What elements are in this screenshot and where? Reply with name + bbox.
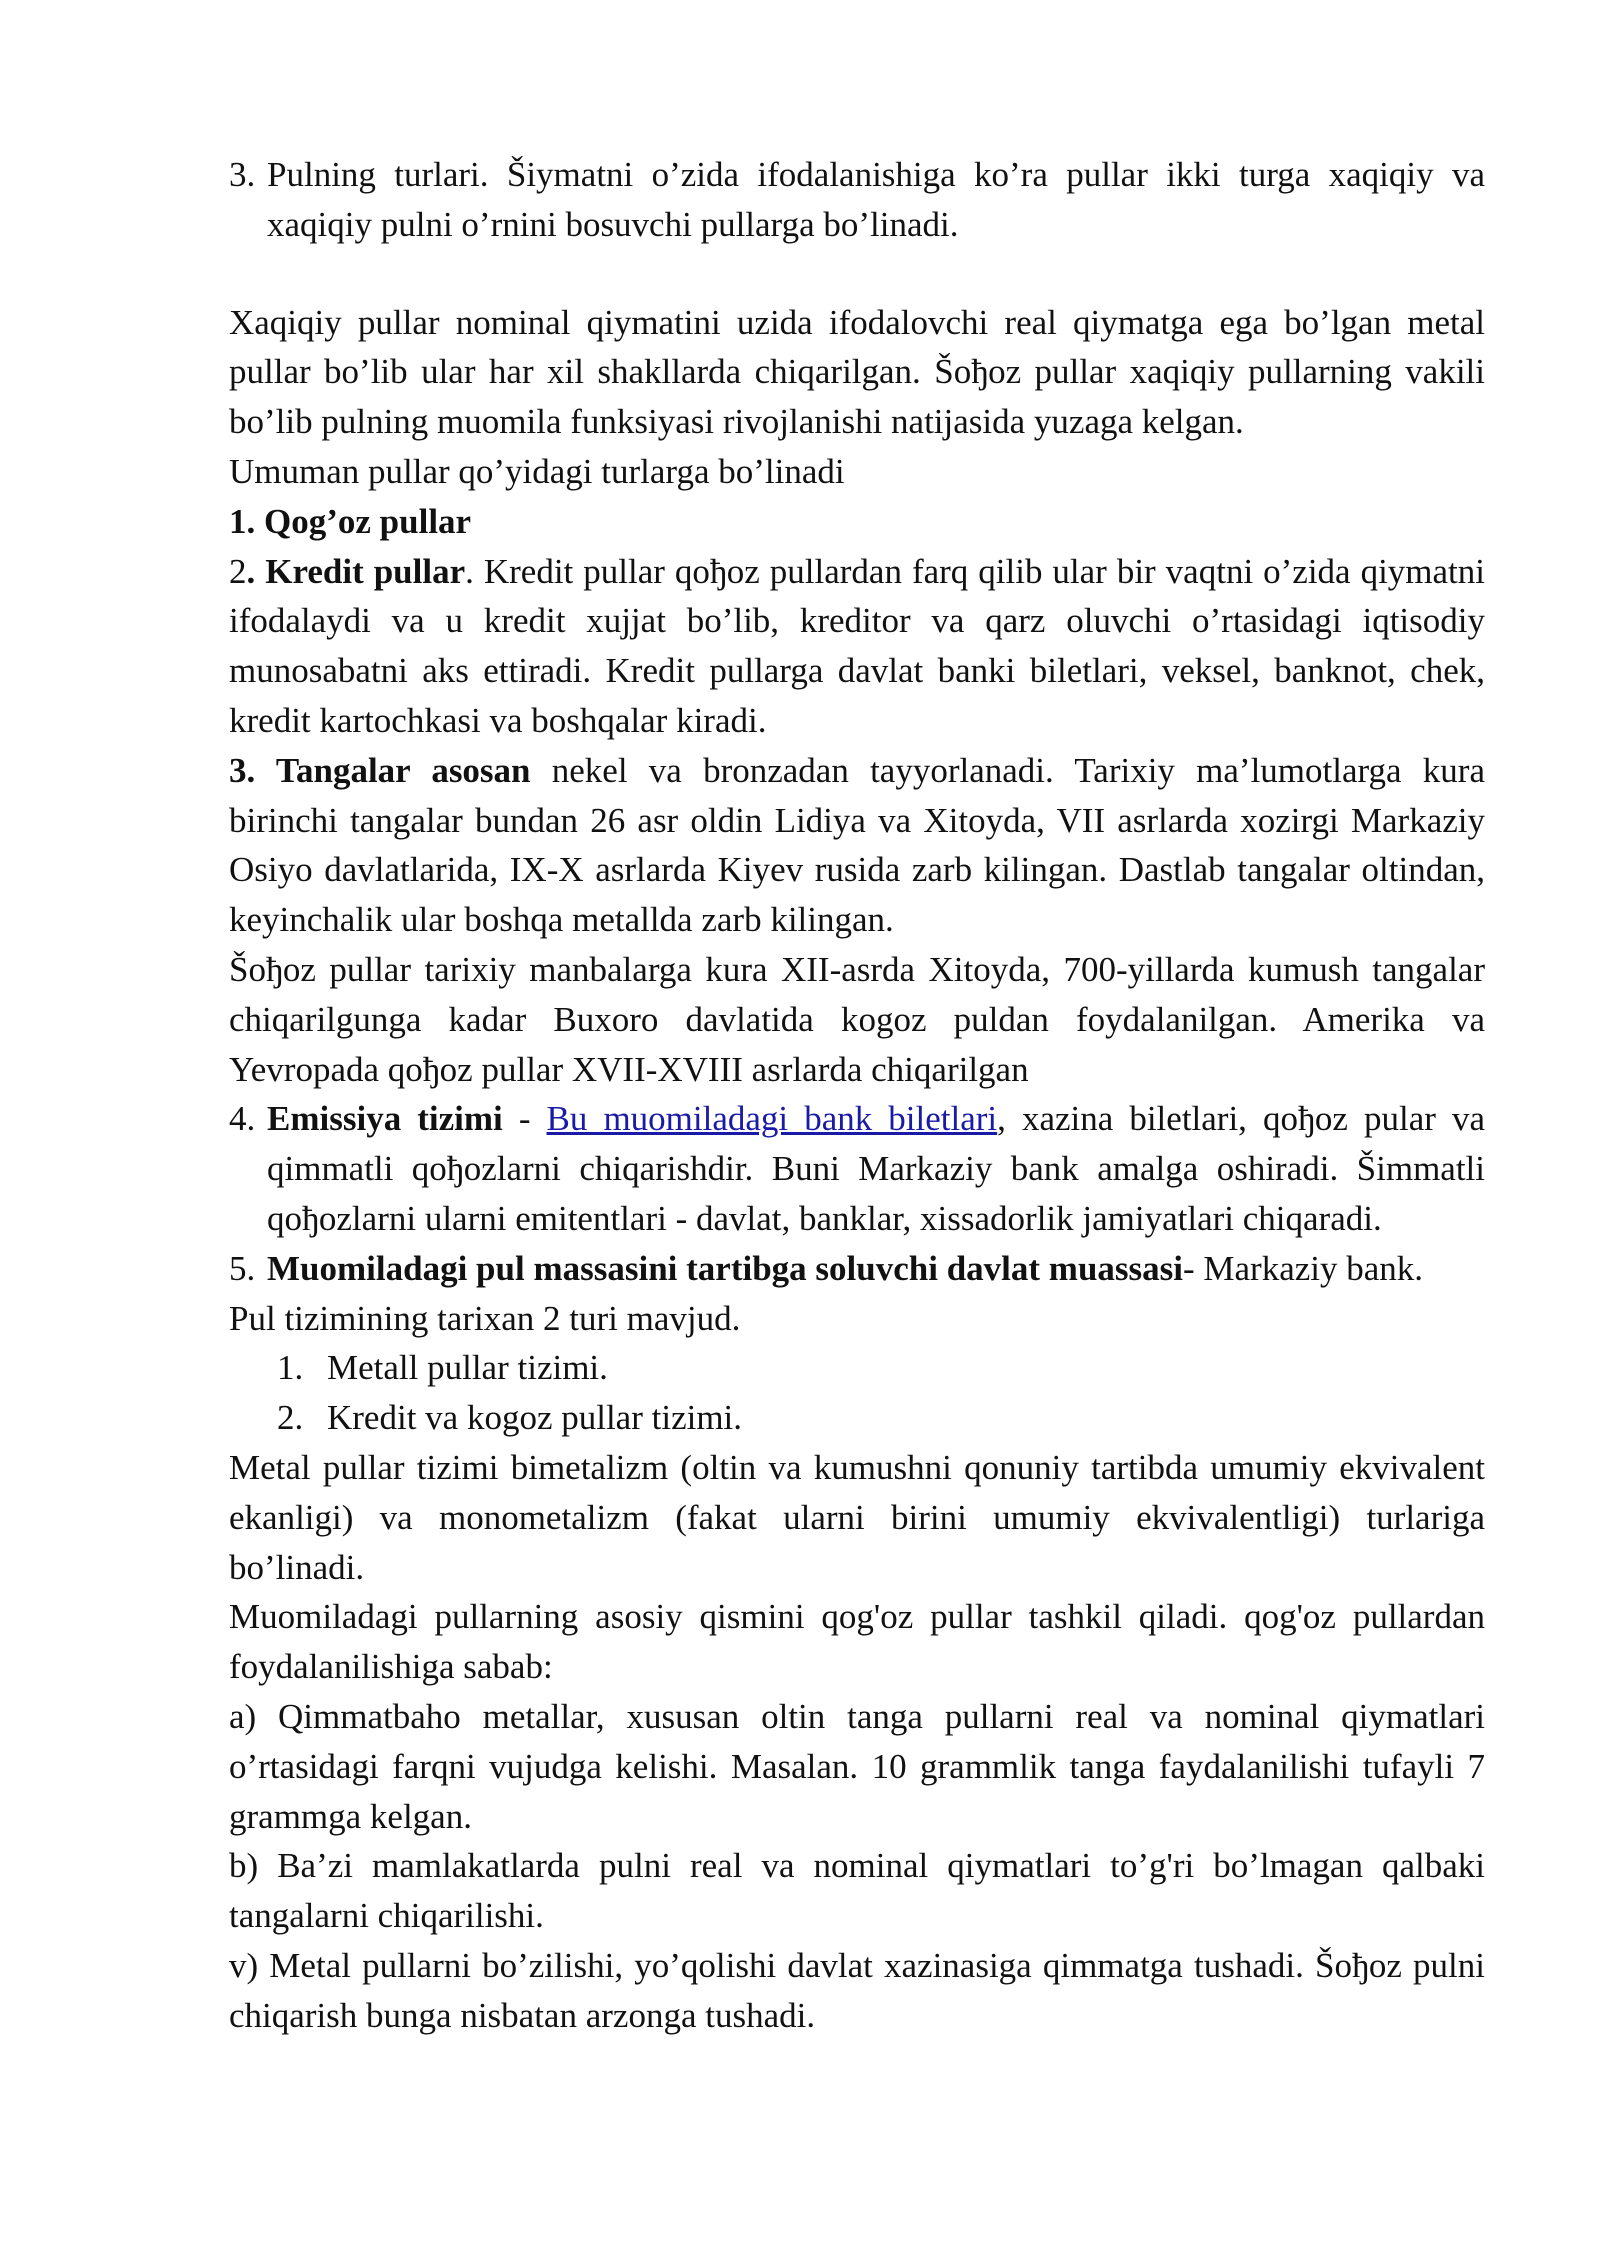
credit-bold-title: . Kredit pullar <box>246 551 466 591</box>
list-item-text: Pulning turlari. Šiymatni o’zida ifodalanishiga ko’ra pullar ikki turga xaqiqiy va xaqiqiy pulni o’rnini bosuvchi pullarga bo’linadi. <box>267 155 1485 244</box>
emission-dash: - <box>502 1099 547 1139</box>
paragraph-gap <box>229 250 1485 298</box>
list-number: 4. <box>229 1099 256 1139</box>
paragraph-two-types: Pul tizimining tarixan 2 turi mavjud. <box>229 1298 741 1338</box>
paragraph-coins <box>229 746 1485 945</box>
paragraph-paper-share: Muomiladagi pullarning asosiy qismini qog'oz pullar tashkil qiladi. qog'oz pullardan foydalanilishiga sabab: <box>229 1597 1485 1687</box>
list-number: 5. <box>229 1248 256 1288</box>
credit-text: . Kredit pullar qoђoz pullardan farq qilib ular bir vaqtni o’zida qiymatni ifodalaydi va u kredit xujjat bo’lib, kreditor va qarz oluvchi o’rtasidagi iqtisodiy munosabatni aks ettiradi. Kredit pullarga davlat banki biletlari, veksel, banknot, chek, kredit kartochkasi va boshqalar kiradi. <box>229 551 1486 740</box>
list-number: 3. <box>229 155 256 194</box>
list-item-5-institution <box>229 1244 1485 1294</box>
coins-bold-title: 3. Tangalar asosan <box>229 750 531 790</box>
emission-link[interactable]: Bu muomiladagi bank biletlari <box>546 1099 998 1139</box>
emission-text: , xazina biletlari, qoђoz pular va qimmatli qoђozlarni chiqarishdir. Buni Markaziy bank amalga oshiradi. Šimmatli qoђozlarni ularni emitentlari - davlat, banklar, xissadorlik jamiyatlari chiqaradi. <box>267 1099 1485 1238</box>
paragraph-paper-history: Šoђoz pullar tarixiy manbalarga kura XII-asrda Xitoyda, 700-yillarda kumush tangalar chiqarilgunga kadar Buxoro davlatida kogoz puldan foydalanilgan. Amerika va Yevropada qoђoz pullar XVII-XVIII asrlarda chiqarilgan <box>229 949 1485 1089</box>
sub-list-number: 1. <box>277 1348 304 1388</box>
paragraph-divided: Umuman pullar qo’yidagi turlarga bo’linadi <box>229 451 845 491</box>
paragraph-reason-b: b) Ba’zi mamlakatlarda pulni real va nominal qiymatlari to’g'ri bo’lmagan qalbaki tangalarni chiqarilishi. <box>229 1846 1485 1936</box>
institution-text: - Markaziy bank. <box>1183 1248 1424 1288</box>
emission-bold-title: Emissiya tizimi <box>267 1099 503 1139</box>
paragraph-reason-a: a) Qimmatbaho metallar, xususan oltin tanga pullarni real va nominal qiymatlari o’rtasidagi farqni vujudga kelishi. Masalan. 10 grammlik tanga faydalanilishi tufayli 7 grammga kelgan. <box>229 1696 1485 1836</box>
list-item-3-types <box>229 150 1485 250</box>
paragraph-real-money: Xaqiqiy pullar nominal qiymatini uzida ifodalovchi real qiymatga ega bo’lgan metal pullar bo’lib ular har xil shakllarda chiqarilgan. Šoђoz pullar xaqiqiy pullarning vakili bo’lib pulning muomila funksiyasi rivojlanishi natijasida yuzaga kelgan. <box>229 302 1485 442</box>
heading-paper-money <box>229 497 1485 547</box>
sub-list-item <box>229 1393 1485 1443</box>
sub-list-item <box>229 1343 1485 1393</box>
paragraph-reason-v: v) Metal pullarni bo’zilishi, yo’qolishi davlat xazinasiga qimmatga tushadi. Šoђoz pulni chiqarish bunga nisbatan arzonga tushadi. <box>229 1945 1485 2035</box>
sub-list-number: 2. <box>277 1398 304 1438</box>
paragraph-credit-money <box>229 547 1485 746</box>
coins-text: nekel va bronzadan tayyorlanadi. Tarixiy ma’lumotlarga kura birinchi tangalar bundan 26 asr oldin Lidiya va Xitoyda, VII asrlarda xozirgi Markaziy Osiyo davlatlarida, IX-X asrlarda Kiyev rusida zarb kilingan. Dastlab tangalar oltindan, keyinchalik ular boshqa metallda zarb kilingan. <box>229 750 1485 940</box>
institution-bold-title: Muomiladagi pul massasini tartibga soluvchi davlat muassasi <box>267 1248 1183 1288</box>
credit-number: 2 <box>229 551 247 591</box>
list-item-4-emission <box>229 1094 1485 1243</box>
bold-heading-text: 1. Qog’oz pullar <box>229 501 472 541</box>
sub-list <box>229 1343 1485 1443</box>
sub-list-text: Kredit va kogoz pullar tizimi. <box>327 1398 743 1438</box>
sub-list-text: Metall pullar tizimi. <box>327 1348 608 1388</box>
paragraph-metal-system: Metal pullar tizimi bimetalizm (oltin va kumushni qonuniy tartibda umumiy ekvivalent ekanligi) va monometalizm (fakat ularni birini umumiy ekvivalentligi) turlariga bo’linadi. <box>229 1447 1485 1587</box>
